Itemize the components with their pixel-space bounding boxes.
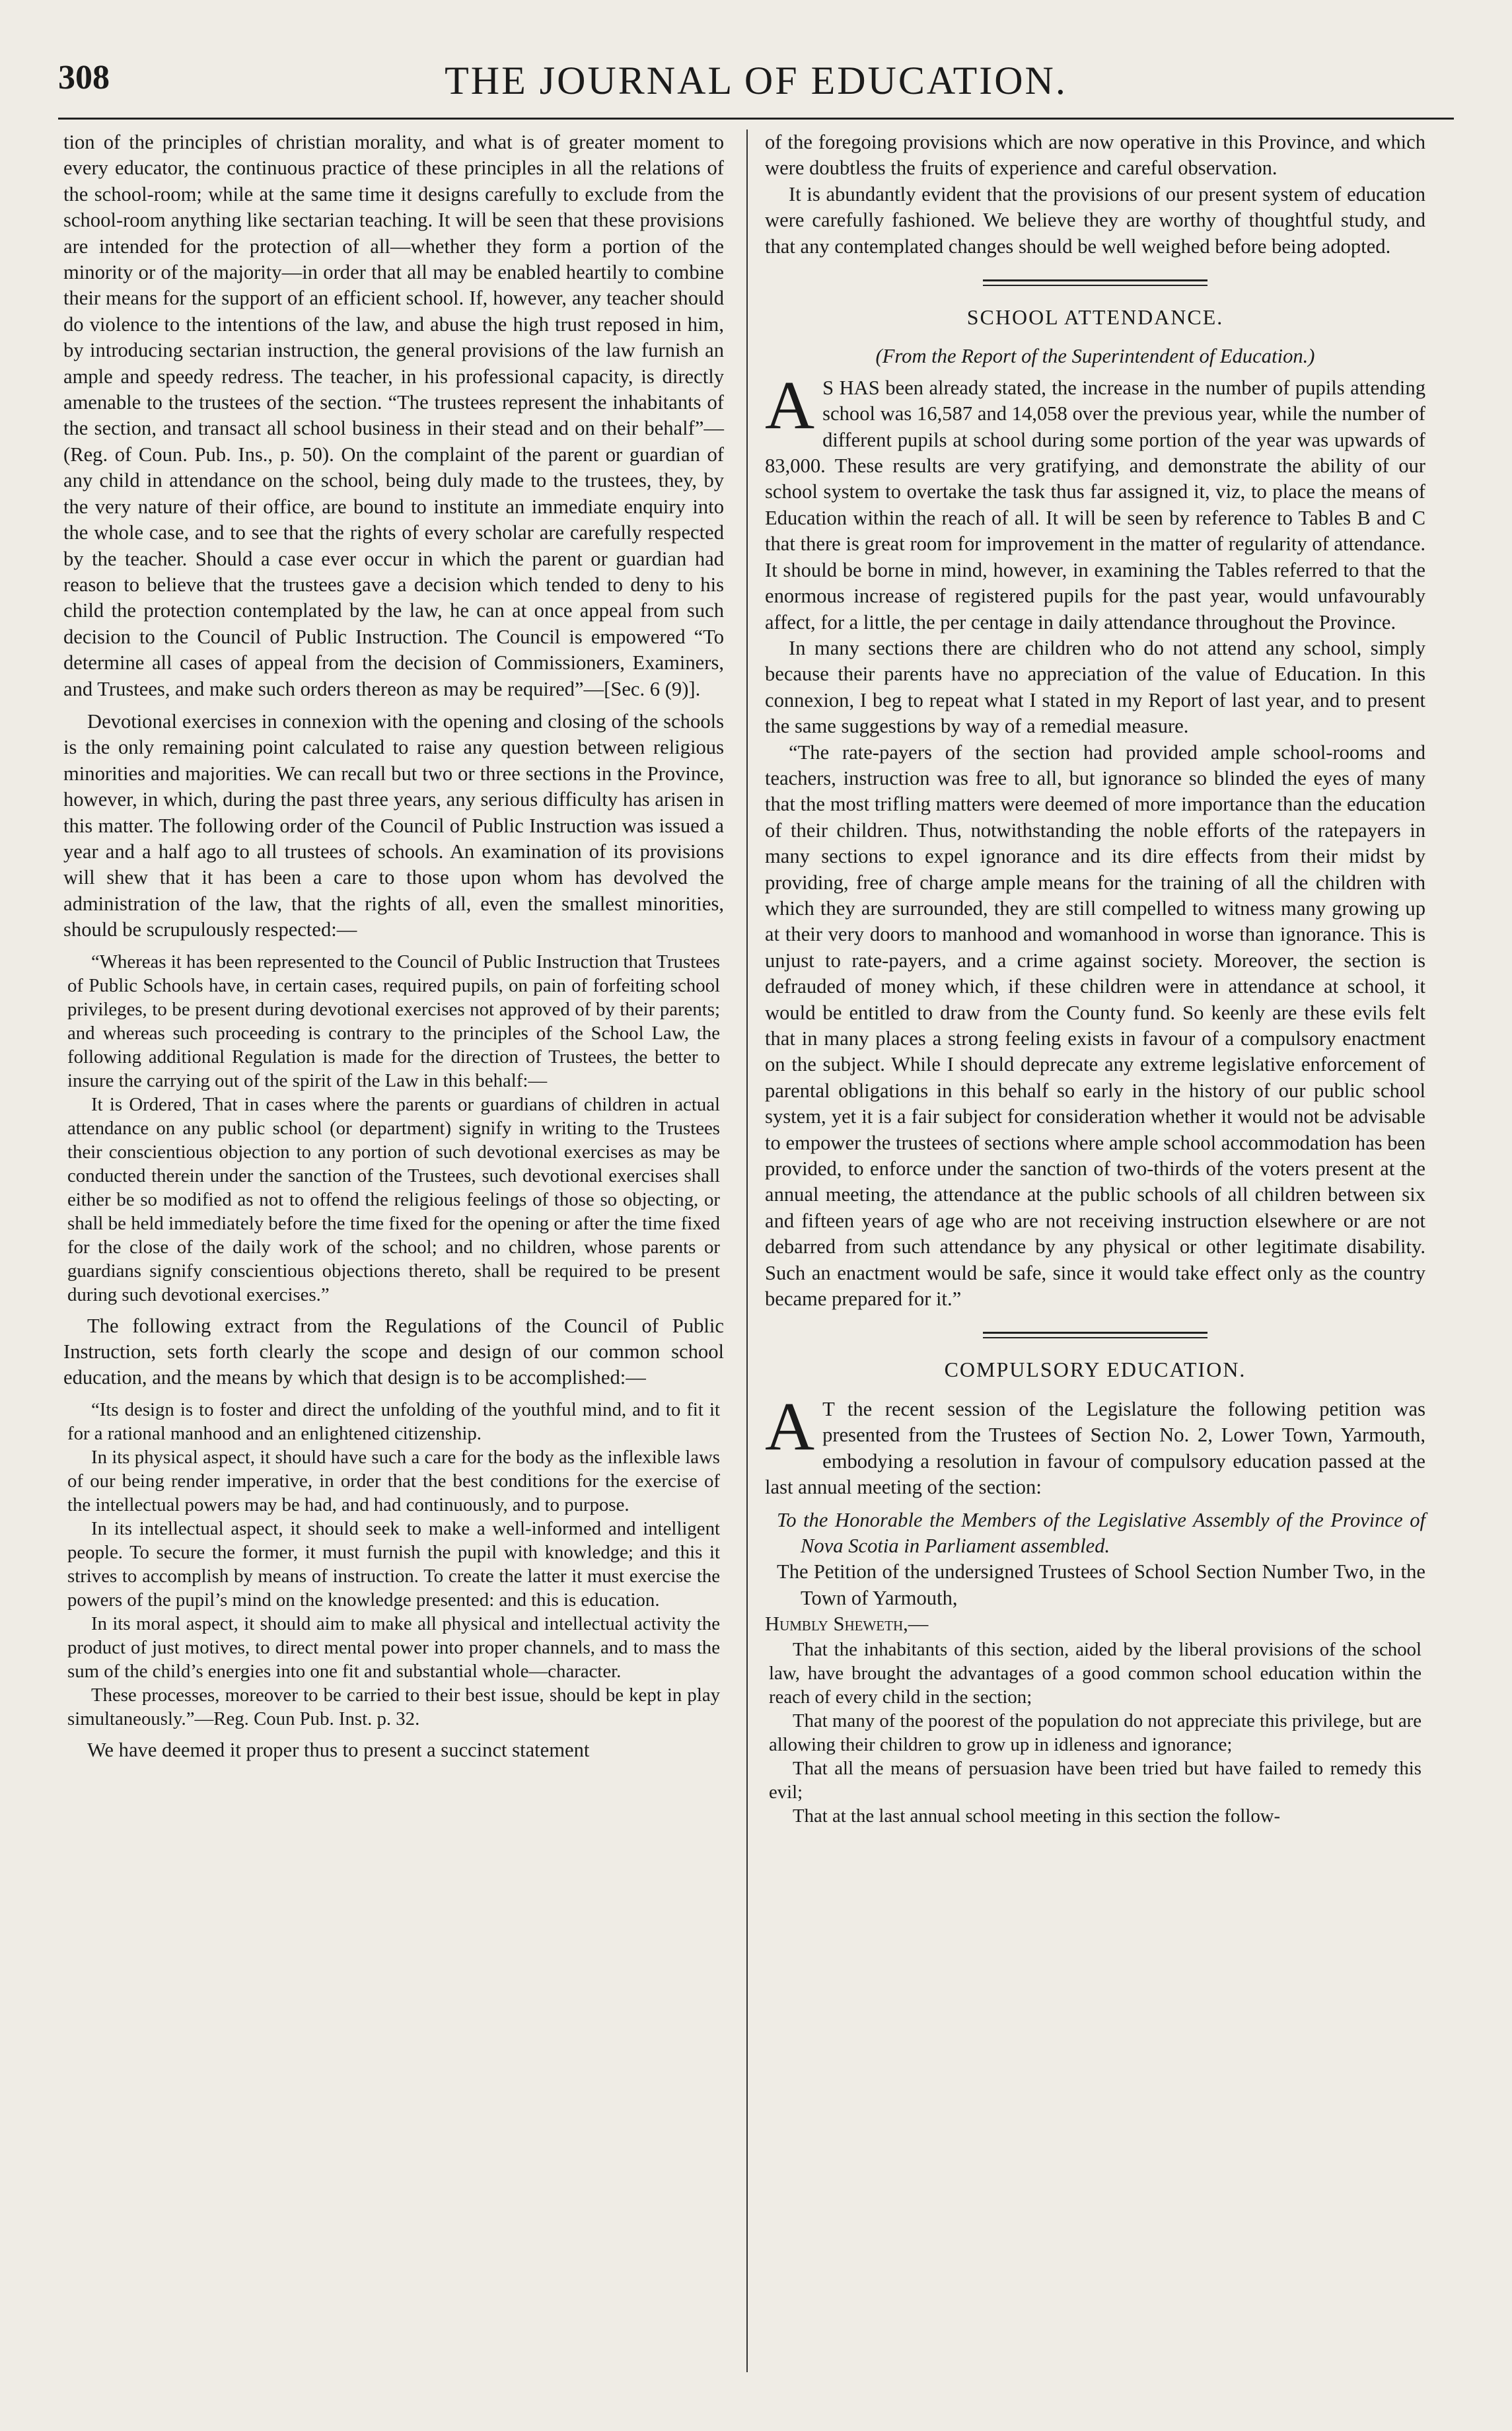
petition-clause: That the inhabitants of this section, aided by the liberal provisions of the school law, have brought the advantages of a good common school education within the reach of every child in the section; [769,1638,1422,1708]
quote-paragraph: “Whereas it has been represented to the Council of Public Instruction that Trustees of Public Schools have, in certain cases, required pupils, on pain of forfeiting school privileges, to be present during devotional exercises not approved of by their parents; and whereas such proceeding is contrary to the principles of the School Law, the following additional Regulation is made for the direction of Trustees, the better to insure the carrying out of the spirit of the Law in this behalf:— [67,951,720,1091]
paragraph: In many sections there are children who do not attend any school, simply because their parents have no appreciation of the value of Education. In this connexion, I beg to repeat what I stated in my Report of last year, and to present the same suggestions by way of a remedial measure. [765,636,1425,738]
page-number: 308 [58,59,110,96]
regulation-quote [67,950,720,1307]
header-rule [58,118,1454,120]
drop-cap: A [765,1388,815,1465]
section-separator [983,279,1207,286]
paragraph-text: T the recent session of the Legislature the following petition was presented from the Trustees of Section No. 2, Lower Town, Yarmouth, embodying a resolution in favour of compulsory education passed at the last annual meeting of the section: [765,1397,1425,1499]
column-divider [746,129,748,2372]
design-quote [67,1398,720,1731]
quote-paragraph: In its physical aspect, it should have such a care for the body as the inflexible laws of our being render imperative, in order that the best conditions for the exercise of the intellectual powers may be had, and had continuously, and to purpose. [67,1446,720,1515]
petition-heading: The Petition of the undersigned Trustees of School Section Number Two, in the Town of Yarmouth, [777,1560,1425,1609]
drop-cap: A [765,367,815,443]
petition-clause: That all the means of persuasion have been tried but have failed to remedy this evil; [769,1757,1422,1803]
paragraph: The following extract from the Regulations of the Council of Public Instruction, sets forth clearly the scope and design of our common school education, and the means by which that design is to be accomplished:— [63,1314,724,1389]
petition-clause: That at the last annual school meeting in this section the follow- [793,1805,1281,1827]
section-source: (From the Report of the Superintendent of Education.) [875,345,1315,368]
paragraph: It is abundantly evident that the provisions of our present system of education were carefully fashioned. We believe they are worthy of thoughtful study, and that any contemplated changes should be well weighed before being adopted. [765,182,1425,258]
running-title: THE JOURNAL OF EDUCATION. [445,59,1067,102]
paragraph: Devotional exercises in connexion with the opening and closing of the schools is the only remaining point calculated to raise any question between religious minorities and majorities. We can recall but two or three sections in the Province, however, in which, during the past three years, any serious difficulty has arisen in this matter. The following order of the Council of Public Instruction was issued a year and a half ago to all trustees of schools. An examination of its provisions will shew that it has been a care to those upon whom has devolved the administration of the law, that the rights of all, even the smallest minorities, should be scrupulously respected:— [63,709,724,941]
quote-paragraph: In its moral aspect, it should aim to make all physical and intellectual activity the product of just motives, to direct mental power into proper channels, and to mass the sum of the child’s energies into one fit and substantial whole—character. [67,1613,720,1682]
petition-salutation: Humbly Sheweth,— [765,1613,929,1636]
paragraph: We have deemed it proper thus to present a succinct statement [87,1738,590,1761]
quote-paragraph: These processes, moreover to be carried to their best issue, should be kept in play simultaneously.”—Reg. Coun Pub. Inst. p. 32. [67,1684,720,1729]
paragraph: of the foregoing provisions which are now operative in this Province, and which were doubtless the fruits of experience and careful observation. [765,131,1425,180]
paragraph [765,1388,1425,1501]
quote-paragraph: In its intellectual aspect, it should seek to make a well-informed and intelligent people. To secure the former, it must furnish the pupil with knowledge; and this it strives to accomplish by means of instruction. To create the latter it must exercise the powers of the pupil’s mind on the knowledge presented: and this is education. [67,1517,720,1611]
left-column [63,129,724,1763]
paragraph: “The rate-payers of the section had provided ample school-rooms and teachers, instruction was free to all, but ignorance so blinded the eyes of many that the most trifling matters were deemed of more importance than the education of their children. Thus, notwithstanding the noble efforts of the ratepayers in many sections to expel ignorance and its dire effects from their midst by providing, free of charge ample means for the training of all the children with which they are surrounded, they are still compelled to witness many growing up at their very doors to manhood and womanhood in worse than ignorance. This is unjust to rate-payers, and a crime against society. Moreover, the section is defrauded of money which, if these children were in attendance at school, it would be entitled to draw from the County fund. So keenly are these evils felt that in many places a strong feeling exists in favour of a compulsory enactment on the subject. While I should deprecate any extreme legislative enforcement of parental obligations in this behalf so early in the history of our public school system, yet it is a fair subject for consideration whether it would not be advisable to empower the trustees of sections where ample school accommodation has been provided, to enforce under the sanction of two-thirds of the voters present at the annual meeting, the attendance at the public schools of all children between six and fifteen years of age who are not receiving instruction elsewhere or are not debarred from such attendance by any physical or other legitimate disability. Such an enactment would be safe, since it would take effect only as the country became prepared for it.” [765,741,1425,1311]
paragraph-text: S HAS been already stated, the increase in the number of pupils attending school was 16,587 and 14,058 over the previous year, while the number of different pupils at school during some portion of the year was upwards of 83,000. These results are very gratifying, and demonstrate the ability of our school system to overtake the task thus far assigned it, viz, to place the means of Education within the reach of all. It will be seen by reference to Tables B and C that there is great room for improvement in the matter of regularity of attendance. It should be borne in mind, however, in examining the Tables referred to that the enormous increase of registered pupils for the past year, would unfavourably affect, for a little, the per centage in daily attendance throughout the Province. [765,376,1425,634]
right-column [765,129,1425,1828]
section-title-school-attendance: SCHOOL ATTENDANCE. [966,305,1224,330]
quote-paragraph: “Its design is to foster and direct the unfolding of the youthful mind, and to fit it for a rational manhood and an enlightened citizenship. [67,1398,720,1444]
petition-body [769,1638,1422,1828]
section-title-compulsory-education: COMPULSORY EDUCATION. [944,1358,1246,1382]
petition-address: To the Honorable the Members of the Legislative Assembly of the Province of Nova Scotia in Parliament assembled. [777,1508,1425,1557]
paragraph [765,367,1425,635]
quote-paragraph: It is Ordered, That in cases where the parents or guardians of children in actual attendance on any public school (or department) signify in writing to the Trustees their conscientious objection to any portion of such devotional exercises as may be conducted therein under the sanction of the Trustees, such devotional exercises shall either be so modified as not to offend the religious feelings of those so objecting, or shall be held immediately before the time fixed for the opening or after the time fixed for the close of the daily work of the school; and no children, whose parents or guardians signify conscientious objections thereto, shall be required to be present during such devotional exercises.” [67,1093,720,1305]
paragraph: tion of the principles of christian morality, and what is of greater moment to every educator, the continuous practice of these principles in all the relations of the school-room; while at the same time it designs carefully to exclude from the school-room anything like sectarian teaching. It will be seen that these provisions are intended for the protection of all—whether they form a portion of the minority or of the majority—in order that all may be enabled heartily to combine their means for the support of an efficient school. If, however, any teacher should do violence to the intentions of the law, and abuse the high trust reposed in him, by introducing sectarian instruction, the general provisions of the law furnish an ample and speedy redress. The teacher, in his professional capacity, is directly amenable to the trustees of the section. “The trustees represent the inhabitants of the section, and transact all school business in their stead and on their behalf”—(Reg. of Coun. Pub. Ins., p. 50). On the complaint of the parent or guardian of any child in attendance on the school, being duly made to the trustees, they, by the very nature of their office, are bound to institute an immediate enquiry into the whole case, and to see that the rights of every scholar are carefully respected by the teacher. Should a case ever occur in which the parent or guardian had reason to believe that the trustees gave a decision which tended to deny to his child the protection contemplated by the law, he can at once appeal from such decision to the Council of Public Instruction. The Council is empowered “To determine all cases of appeal from the decision of Commissioners, Examiners, and Trustees, and make such orders thereon as may be required”—[Sec. 6 (9)]. [63,131,724,700]
section-separator [983,1332,1207,1338]
petition-clause: That many of the poorest of the population do not appreciate this privilege, but are allowing their children to grow up in idleness and ignorance; [769,1710,1422,1755]
